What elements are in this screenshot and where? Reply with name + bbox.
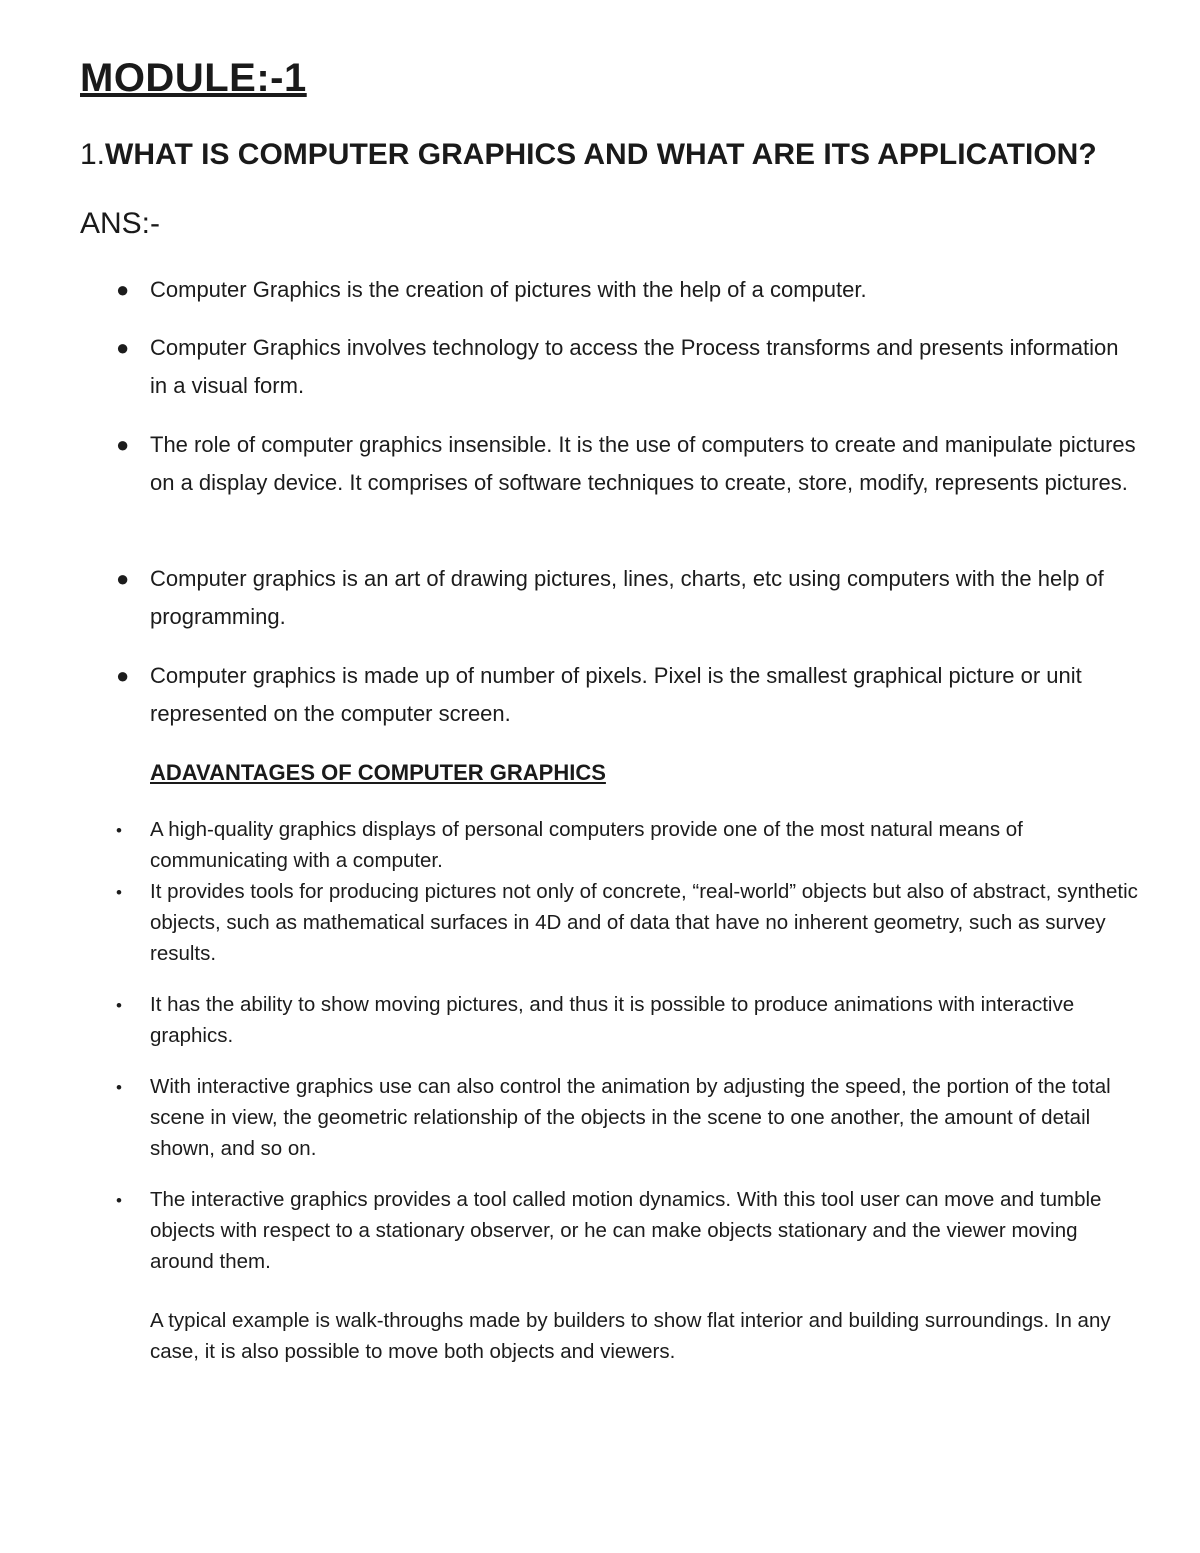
bullet-icon: ● [116, 566, 130, 591]
bullet-icon: • [116, 1191, 122, 1210]
list-item [116, 560, 1140, 636]
question-text: WHAT IS COMPUTER GRAPHICS AND WHAT ARE ITS APPLICATION? [105, 138, 1097, 171]
list-item-text: Computer Graphics involves technology to access the Process transforms and presents information in a visual form. [150, 335, 1119, 398]
list-item [116, 1184, 1140, 1277]
list-item [116, 814, 1140, 876]
list-item-text: It provides tools for producing pictures not only of concrete, “real-world” objects but also of abstract, synthetic objects, such as mathematical surfaces in 4D and of data that have no inherent geometry, such as survey results. [150, 880, 1138, 965]
question-heading [80, 138, 1097, 172]
bullet-icon: ● [116, 663, 130, 688]
list-item-text: It has the ability to show moving pictures, and thus it is possible to produce animations with interactive graphics. [150, 993, 1075, 1047]
list-item [116, 329, 1140, 405]
module-title: MODULE:-1 [80, 56, 307, 100]
bullet-icon: • [116, 883, 122, 902]
list-item-text: A high-quality graphics displays of personal computers provide one of the most natural means of communicating with a computer. [150, 818, 1023, 872]
list-item-text: The role of computer graphics insensible. It is the use of computers to create and manipulate pictures on a display device. It comprises of software techniques to create, store, modify, represents pictures. [150, 432, 1136, 495]
bullet-icon: ● [116, 277, 130, 302]
advantages-heading: ADAVANTAGES OF COMPUTER GRAPHICS [150, 760, 606, 785]
bullet-icon: ● [116, 335, 130, 360]
list-item [116, 876, 1140, 969]
list-item [116, 989, 1140, 1051]
answer-label: ANS:- [80, 207, 161, 240]
bullet-icon: • [116, 821, 122, 840]
list-item-text: Computer Graphics is the creation of pictures with the help of a computer. [150, 277, 867, 302]
bullet-icon: • [116, 996, 122, 1015]
list-item-text: Computer graphics is an art of drawing pictures, lines, charts, etc using computers with the help of programming. [150, 566, 1104, 629]
bullet-icon: • [116, 1078, 122, 1097]
list-item [116, 271, 1140, 309]
list-item-text: With interactive graphics use can also control the animation by adjusting the speed, the portion of the total scene in view, the geometric relationship of the objects in the scene to one another, the amount of detail shown, and so on. [150, 1075, 1111, 1160]
bullet-icon: ● [116, 432, 130, 457]
list-item-text: The interactive graphics provides a tool called motion dynamics. With this tool user can move and tumble objects with respect to a stationary observer, or he can make objects stationary and the viewer moving around them. [150, 1188, 1102, 1273]
list-item [116, 426, 1140, 502]
list-item [116, 1071, 1140, 1164]
question-number: 1. [80, 138, 106, 171]
list-item [116, 657, 1140, 733]
list-item-text: Computer graphics is made up of number of pixels. Pixel is the smallest graphical picture or unit represented on the computer screen. [150, 663, 1082, 726]
closing-paragraph: A typical example is walk-throughs made by builders to show flat interior and building surroundings. In any case, it is also possible to move both objects and viewers. [150, 1309, 1111, 1363]
